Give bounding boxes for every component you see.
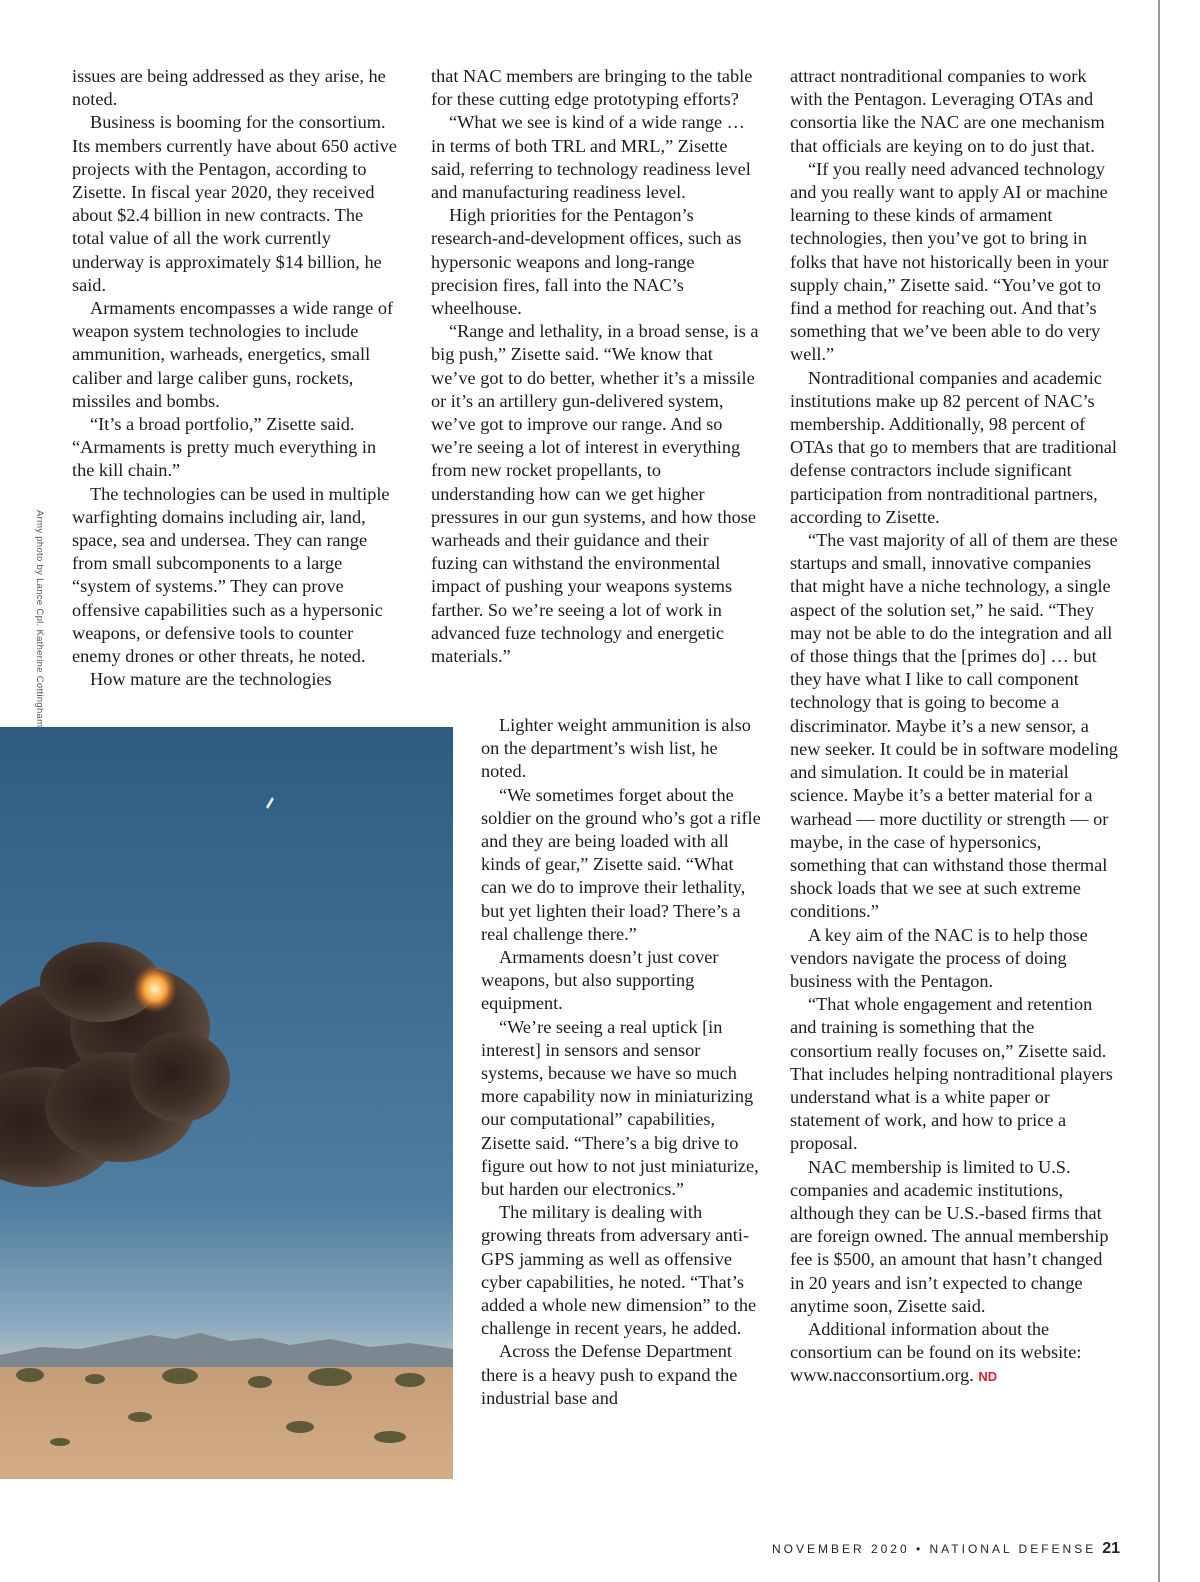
paragraph: Nontraditional companies and academic institutions make up 82 percent of NAC’s membership. Additionally, 98 percent of OTAs that go to members that are traditional defense contractors include significant participation from nontraditional partners, according to Zisette. [790, 367, 1117, 527]
closing-paragraph [790, 1318, 1120, 1389]
paragraph: The technologies can be used in multiple warfighting domains including air, land, space, sea and undersea. They can range from small subcomponents to a large “system of systems.” They can prove offensive capabilities such as a hypersonic weapons, or defensive tools to counter enemy drones or other threats, he noted. [72, 483, 390, 667]
paragraph: NAC membership is limited to U.S. companies and academic institutions, although they can be U.S.-based firms that are foreign owned. The annual membership fee is $500, an amount that hasn’t changed in 20 years and isn’t expected to change anytime soon, Zisette said. [790, 1156, 1109, 1316]
paragraph: “The vast majority of all of them are these startups and small, innovative companies that might have a niche technology, a single aspect of the solution set,” he said. “They may not be able to do the integration and all of those things that the [primes do] … but they have what I like to call component technology that is going to become a discriminator. Maybe it’s a new sensor, a new seeker. It could be in software modeling and simulation. It could be in material science. Maybe it’s a better material for a warhead — more ductility or strength — or maybe, in the case of hypersonics, something that can withstand those thermal shock loads that we see at such extreme conditions.” [790, 530, 1118, 922]
paragraph: Lighter weight ammunition is also on the department’s wish list, he noted. [481, 715, 751, 782]
photo-credit: Army photo by Lance Cpl. Katherine Cottingham [34, 510, 45, 728]
closing-text: Additional information about the consortium can be found on its website: www.nacconsortium.org. [790, 1318, 1082, 1386]
paragraph: issues are being addressed as they arise, he noted. [72, 66, 386, 110]
article-column-1 [72, 65, 400, 691]
paragraph: “We’re seeing a real uptick [in interest] in sensors and sensor systems, because we have so much more capability now in miniaturizing our computational” capabilities, Zisette said. “There’s a big drive to figure out how to not just miniaturize, but harden our electronics.” [481, 1016, 759, 1200]
paragraph: “Range and lethality, in a broad sense, is a big push,” Zisette said. “We know that we’ve got to do better, whether it’s a missile or it’s an artillery gun-delivered system, we’ve got to improve our range. And so we’re seeing a lot of interest in everything from new rocket propellants, to understanding how can we get higher pressures in our gun systems, and how those warheads and their guidance and their fuzing can withstand the environmental impact of pushing your weapons systems farther. So we’re seeing a lot of work in advanced fuze technology and energetic materials.” [431, 321, 759, 667]
article-column-2 [431, 65, 759, 668]
paragraph: that NAC members are bringing to the table for these cutting edge prototyping efforts? [431, 66, 753, 110]
page-footer [772, 1540, 1120, 1558]
paragraph: How mature are the technologies [90, 669, 332, 690]
paragraph: Across the Defense Department there is a heavy push to expand the industrial base and [481, 1341, 738, 1408]
paragraph: attract nontraditional companies to work with the Pentagon. Leveraging OTAs and consortia like the NAC are one mechanism that officials are keying on to do just that. [790, 66, 1105, 156]
paragraph: Business is booming for the consortium. Its members currently have about 650 active projects with the Pentagon, according to Zisette. In fiscal year 2020, they received about $2.4 billion in new contracts. The total value of all the work currently underway is approximately $14 billion, he said. [72, 112, 397, 295]
fireball [133, 965, 177, 1013]
paragraph: “What we see is kind of a wide range … in terms of both TRL and MRL,” Zisette said, referring to technology readiness level and manufacturing readiness level. [431, 112, 751, 203]
paragraph: High priorities for the Pentagon’s research-and-development offices, such as hypersonic weapons and long-range precision fires, fall into the NAC’s wheelhouse. [431, 205, 742, 319]
paragraph: Armaments doesn’t just cover weapons, but also supporting equipment. [481, 947, 719, 1014]
page-edge-rule [1158, 0, 1160, 1582]
paragraph: Armaments encompasses a wide range of weapon system technologies to include ammunition, warheads, energetics, small caliber and large caliber guns, rockets, missiles and bombs. [72, 298, 394, 411]
article-photo [0, 727, 453, 1479]
article-column-2-lower [481, 714, 763, 1410]
paragraph: “We sometimes forget about the soldier on the ground who’s got a rifle and they are being loaded with all kinds of gear,” Zisette said. “What can we do to improve their lethality, but yet lighten their load? There’s a real challenge there.” [481, 784, 761, 944]
page-number: 21 [1102, 1540, 1120, 1557]
article-column-3 [790, 65, 1120, 1389]
footer-running-text: NOVEMBER 2020 • NATIONAL DEFENSE [771, 1542, 1097, 1556]
paragraph: “That whole engagement and retention and training is something that the consortium really focuses on,” Zisette said. That includes helping nontraditional players understand what is a white paper or statement of work, and how to price a proposal. [790, 994, 1113, 1154]
paragraph: A key aim of the NAC is to help those vendors navigate the process of doing business with the Pentagon. [790, 924, 1088, 991]
ground [0, 1367, 453, 1479]
paragraph: The military is dealing with growing threats from adversary anti-GPS jamming as well as offensive cyber capabilities, he noted. “That’s added a whole new dimension” to the challenge in recent years, he added. [481, 1202, 757, 1339]
paragraph: “It’s a broad portfolio,” Zisette said. “Armaments is pretty much everything in the kill chain.” [72, 414, 377, 481]
end-mark: ND [978, 1369, 998, 1385]
paragraph: “If you really need advanced technology and you really want to apply AI or machine learning to these kinds of armament technologies, then you’ve got to bring in folks that have not historically been in your supply chain,” Zisette said. “You’ve got to find a method for reaching out. And that’s something that we’ve been able to do very well.” [790, 158, 1109, 365]
